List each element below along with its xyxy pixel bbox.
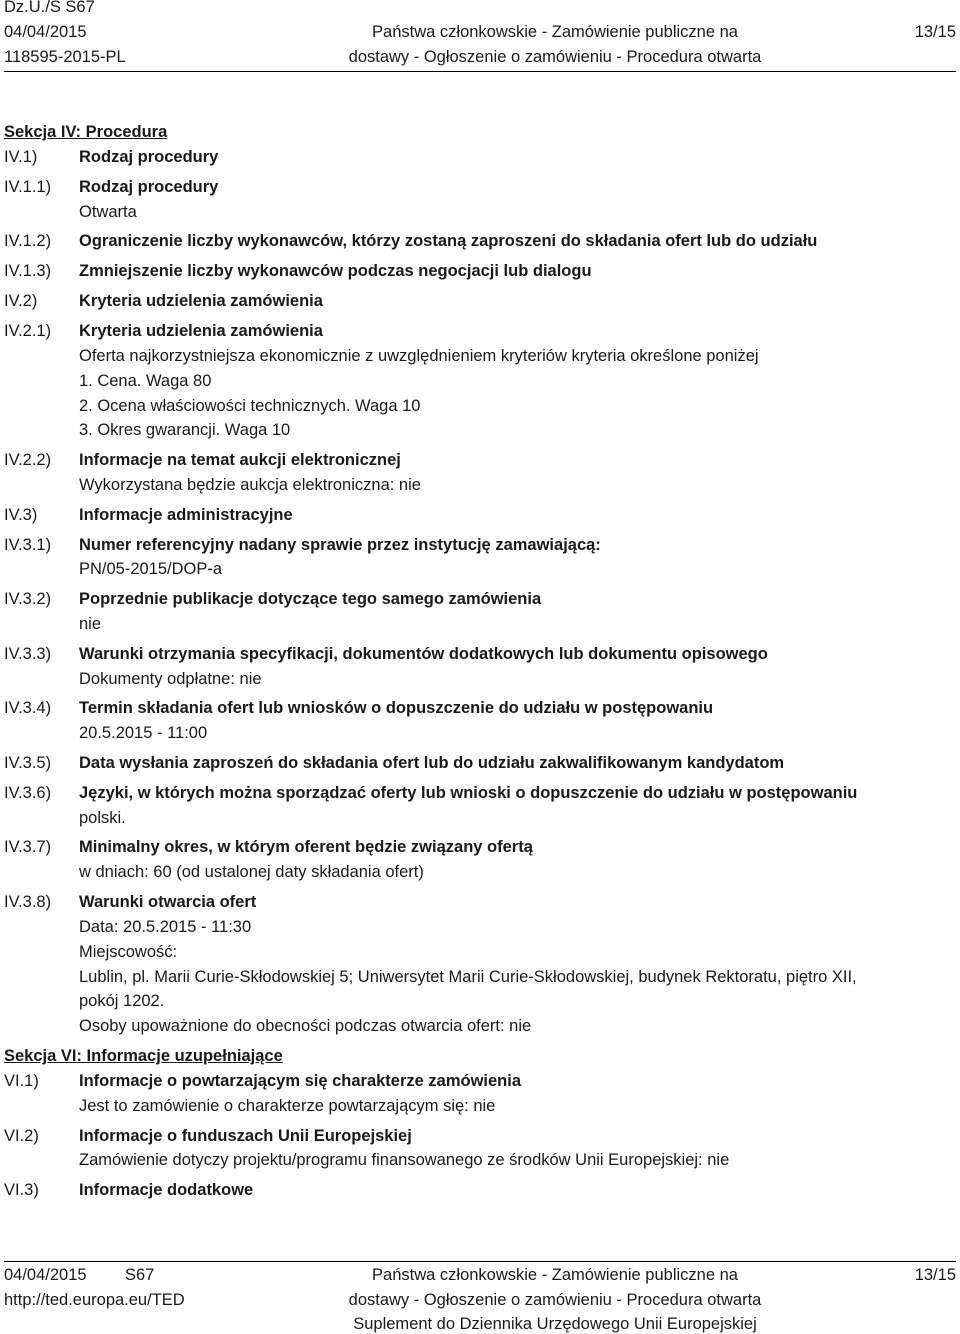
footer-page-number: 13/15 [914,1266,956,1284]
item-heading: Informacje o powtarzającym się charakterze zamówienia [79,1072,522,1090]
item-number: IV.2.1) [4,322,52,340]
notice-id: 118595-2015-PL [4,48,126,66]
item-text: nie [79,615,102,633]
item-number: IV.3.6) [4,784,52,802]
journal-ref: Dz.U./S S67 [4,0,95,16]
item-number: IV.3.7) [4,838,52,856]
item-text: Dokumenty odpłatne: nie [79,670,262,688]
item-heading: Poprzednie publikacje dotyczące tego samego zamówienia [79,590,542,608]
footer-divider [4,1261,956,1262]
section-iv-title: Sekcja IV: Procedura [4,123,168,141]
item-text: polski. [79,809,126,827]
item-heading: Termin składania ofert lub wniosków o dopuszczenie do udziału w postępowaniu [79,699,714,717]
item-text: pokój 1202. [79,992,165,1010]
item-number: VI.2) [4,1127,39,1145]
header-title-line2: dostawy - Ogłoszenie o zamówieniu - Procedura otwarta [348,48,762,66]
item-text: Lublin, pl. Marii Curie-Skłodowskiej 5; Uniwersytet Marii Curie-Skłodowskiej, budynek Rektoratu, piętro XII, [79,968,857,986]
footer-date: 04/04/2015 [4,1266,87,1284]
item-number: IV.1.2) [4,232,52,250]
item-number: IV.2) [4,292,38,310]
item-number: IV.3.5) [4,754,52,772]
item-heading: Kryteria udzielenia zamówienia [79,292,323,310]
item-heading: Informacje o funduszach Unii Europejskiej [79,1127,412,1145]
item-text: Wykorzystana będzie aukcja elektroniczna: nie [79,476,421,494]
item-number: IV.1.3) [4,262,52,280]
section-vi-title: Sekcja VI: Informacje uzupełniające [4,1047,283,1065]
item-text: PN/05-2015/DOP-a [79,560,223,578]
item-heading: Data wysłania zaproszeń do składania ofert lub do udziału zakwalifikowanym kandydatom [79,754,785,772]
item-text: 20.5.2015 - 11:00 [79,724,208,742]
item-text: Data: 20.5.2015 - 11:30 [79,918,252,936]
item-number: IV.3.4) [4,699,52,717]
item-heading: Minimalny okres, w którym oferent będzie związany ofertą [79,838,533,856]
footer-title-line2: dostawy - Ogłoszenie o zamówieniu - Procedura otwarta [348,1291,762,1309]
item-number: IV.3.1) [4,536,52,554]
item-heading: Numer referencyjny nadany sprawie przez instytucję zamawiającą: [79,536,601,554]
item-number: IV.3.2) [4,590,52,608]
item-heading: Zmniejszenie liczby wykonawców podczas negocjacji lub dialogu [79,262,592,280]
footer-title-line3: Suplement do Dziennika Urzędowego Unii Europejskiej [353,1315,757,1333]
item-heading: Warunki otwarcia ofert [79,893,257,911]
footer-series: S67 [125,1266,155,1284]
item-heading: Informacje na temat aukcji elektronicznej [79,451,401,469]
header-page-number: 13/15 [914,23,956,41]
item-heading: Ograniczenie liczby wykonawców, którzy zostaną zaproszeni do składania ofert lub do udziału [79,232,818,250]
item-number: VI.3) [4,1181,39,1199]
item-heading: Kryteria udzielenia zamówienia [79,322,323,340]
footer-title-line1: Państwa członkowskie - Zamówienie publiczne na [372,1266,738,1284]
criterion-line: 1. Cena. Waga 80 [79,372,212,390]
header-divider [4,71,956,72]
item-heading: Rodzaj procedury [79,148,219,166]
item-text: Jest to zamówienie o charakterze powtarzającym się: nie [79,1097,496,1115]
item-text: Zamówienie dotyczy projektu/programu finansowanego ze środków Unii Europejskiej: nie [79,1151,730,1169]
item-heading: Warunki otrzymania specyfikacji, dokumentów dodatkowych lub dokumentu opisowego [79,645,768,663]
item-number: IV.3.8) [4,893,52,911]
item-text: Otwarta [79,203,137,221]
item-number: IV.1.1) [4,178,52,196]
item-text: Miejscowość: [79,943,178,961]
header-title-line1: Państwa członkowskie - Zamówienie publiczne na [372,23,738,41]
item-number: IV.3) [4,506,38,524]
item-text: Oferta najkorzystniejsza ekonomicznie z uwzględnieniem kryteriów kryteria określone poniżej [79,347,759,365]
item-number: VI.1) [4,1072,39,1090]
header-date: 04/04/2015 [4,23,87,41]
item-number: IV.1) [4,148,38,166]
footer-url-link[interactable]: http://ted.europa.eu/TED [4,1291,185,1309]
item-heading: Informacje administracyjne [79,506,293,524]
item-number: IV.3.3) [4,645,52,663]
criterion-line: 2. Ocena właściowości technicznych. Waga 10 [79,397,421,415]
criterion-line: 3. Okres gwarancji. Waga 10 [79,421,291,439]
item-heading: Rodzaj procedury [79,178,219,196]
item-number: IV.2.2) [4,451,52,469]
item-text: w dniach: 60 (od ustalonej daty składania ofert) [79,863,424,881]
item-heading: Języki, w których można sporządzać oferty lub wnioski o dopuszczenie do udziału w postępowaniu [79,784,858,802]
item-heading: Informacje dodatkowe [79,1181,254,1199]
item-text: Osoby upoważnione do obecności podczas otwarcia ofert: nie [79,1017,532,1035]
